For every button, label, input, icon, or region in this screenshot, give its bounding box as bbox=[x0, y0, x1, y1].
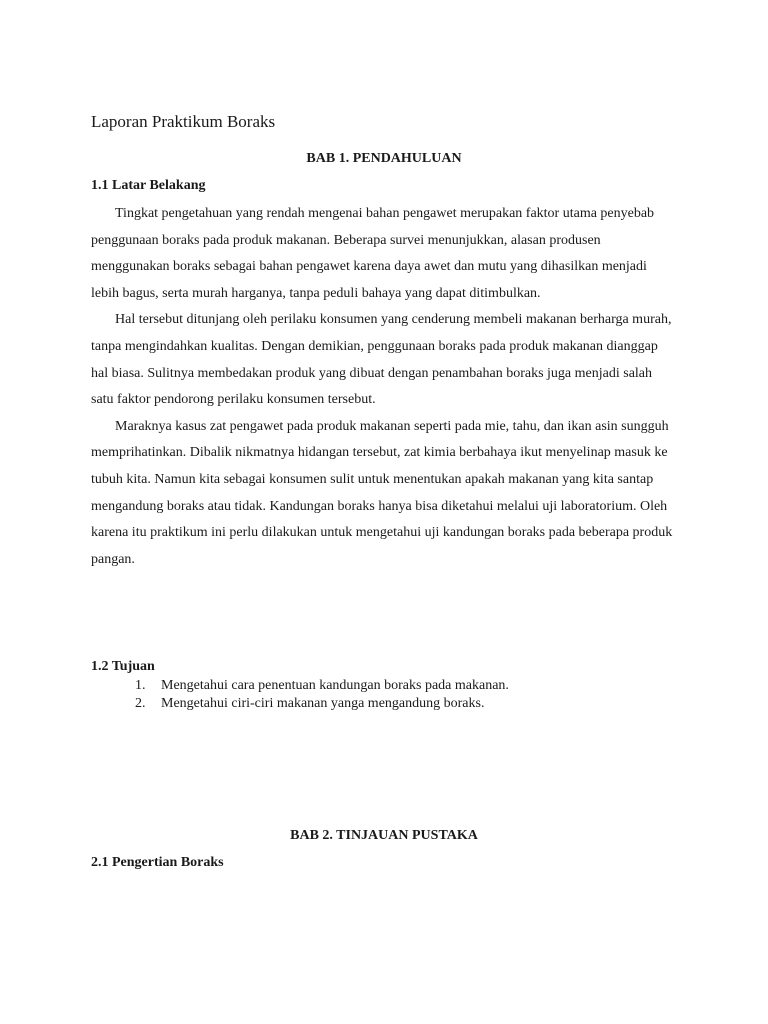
list-item-text: Mengetahui cara penentuan kandungan boraks pada makanan. bbox=[161, 678, 509, 693]
paragraph: Hal tersebut ditunjang oleh perilaku konsumen yang cenderung membeli makanan berharga murah, tanpa mengindahkan kualitas. Dengan demikian, penggunaan boraks pada produk makanan dianggap hal biasa. Sulitnya membedakan produk yang dibuat dengan penambahan boraks juga menjadi salah satu faktor pendorong perilaku konsumen tersebut. bbox=[91, 312, 672, 408]
list-item-text: Mengetahui ciri-ciri makanan yanga mengandung boraks. bbox=[161, 696, 485, 711]
section-1-1-body bbox=[91, 201, 676, 573]
goals-list bbox=[91, 677, 509, 713]
section-2-1-heading: 2.1 Pengertian Boraks bbox=[91, 855, 224, 870]
paragraph: Tingkat pengetahuan yang rendah mengenai bahan pengawet merupakan faktor utama penyebab penggunaan boraks pada produk makanan. Beberapa survei menunjukkan, alasan produsen menggunakan boraks sebagai bahan pengawet karena daya awet dan mutu yang dihasilkan menjadi lebih bagus, serta murah harganya, tanpa peduli bahaya yang dapat ditimbulkan. bbox=[91, 206, 655, 301]
chapter-2-heading: BAB 2. TINJAUAN PUSTAKA bbox=[290, 828, 478, 843]
list-item bbox=[91, 677, 509, 695]
section-1-2-heading: 1.2 Tujuan bbox=[91, 659, 155, 674]
document-title: Laporan Praktikum Boraks bbox=[91, 112, 276, 131]
section-1-1-heading: 1.1 Latar Belakang bbox=[91, 178, 206, 193]
list-item-number: 1. bbox=[135, 678, 146, 693]
list-item bbox=[91, 695, 509, 713]
chapter-1-heading: BAB 1. PENDAHULUAN bbox=[306, 151, 462, 166]
paragraph: Maraknya kasus zat pengawet pada produk makanan seperti pada mie, tahu, dan ikan asin sungguh memprihatinkan. Dibalik nikmatnya hidangan tersebut, zat kimia berbahaya ikut menyelinap masuk ke tubuh kita. Namun kita sebagai konsumen sulit untuk menentukan apakah makanan yang kita santap mengandung boraks atau tidak. Kandungan boraks hanya bisa diketahui melalui uji laboratorium. Oleh karena itu praktikum ini perlu dilakukan untuk mengetahui uji kandungan boraks pada beberapa produk pangan. bbox=[91, 418, 673, 567]
list-item-number: 2. bbox=[135, 696, 146, 711]
